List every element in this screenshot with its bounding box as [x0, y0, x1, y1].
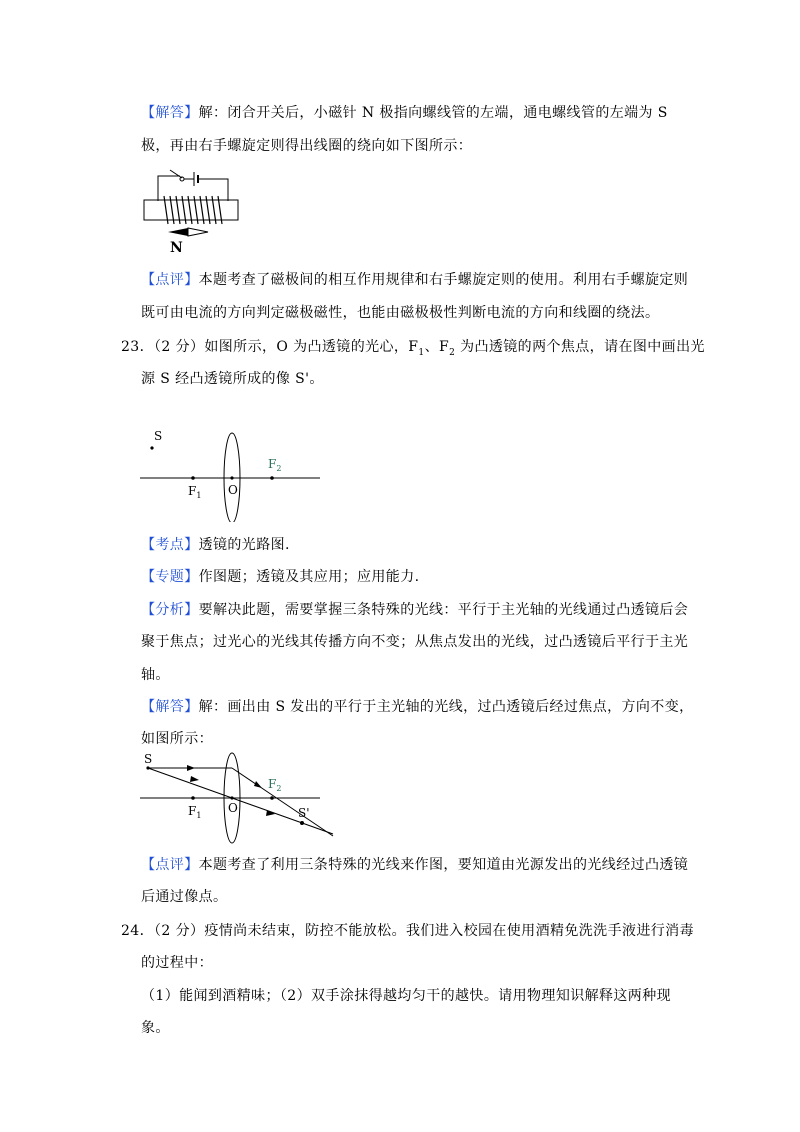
q23-answer-line1: 【解答】解：画出由 S 发出的平行于主光轴的光线，过凸透镜后经过焦点，方向不变，: [141, 699, 694, 715]
optical-center-label: O: [228, 801, 238, 815]
source-s-label: S: [144, 752, 153, 766]
q23-kaodian: 【考点】透镜的光路图.: [141, 537, 290, 553]
f2-label: $F_2$: [268, 457, 282, 473]
f1-label: $F_1$: [188, 484, 202, 500]
f2-label: $F_2$: [268, 777, 282, 793]
source-s-label: S: [154, 429, 163, 443]
q24-stem-line1: 24．（2 分）疫情尚未结束，防控不能放松。我们进入校园在使用酒精免洗洗手液进行消毒: [121, 923, 694, 939]
q23-answer-line2: 如图所示：: [141, 731, 213, 747]
q23-fenxi-line3: 轴。: [141, 667, 170, 683]
q24-stem-line4: 象。: [141, 1020, 170, 1036]
q22-review-line2: 既可由电流的方向判定磁极磁性，也能由磁极极性判断电流的方向和线圈的绕法。: [141, 305, 660, 321]
q24-stem-line3: （1）能闻到酒精味；（2）双手涂抹得越均匀干的越快。请用物理知识解释这两种现: [141, 988, 672, 1004]
q23-fenxi-line2: 聚于焦点；过光心的光线其传播方向不变；从焦点发出的光线，过凸透镜后平行于主光: [141, 634, 689, 650]
lens-figure-answer: [135, 750, 345, 854]
q23-review-line2: 后通过像点。: [141, 889, 228, 905]
q22-review-line1: 【点评】本题考查了磁极间的相互作用规律和右手螺旋定则的使用。利用右手螺旋定则: [141, 272, 689, 288]
solenoid-figure: [140, 166, 250, 260]
lens-figure-question: [135, 422, 335, 526]
q23-fenxi-line1: 【分析】要解决此题，需要掌握三条特殊的光线：平行于主光轴的光线通过凸透镜后会: [141, 602, 689, 618]
answer-tag: 【解答】: [141, 105, 199, 121]
image-s-prime-label: S': [298, 806, 310, 820]
q23-zhuanti: 【专题】作图题；透镜及其应用；应用能力.: [141, 569, 420, 585]
review-tag: 【点评】: [141, 272, 199, 288]
q23-review-line1: 【点评】本题考查了利用三条特殊的光线来作图，要知道由光源发出的光线经过凸透镜: [141, 857, 689, 873]
optical-center-label: O: [228, 483, 238, 497]
f1-label: $F_1$: [188, 804, 202, 820]
q23-stem-line1: 23．（2 分）如图所示，O 为凸透镜的光心，$F_1$、$F_2$ 为凸透镜的两个焦点，请在图中画出光: [121, 339, 705, 358]
q23-stem-line2: 源 S 经凸透镜所成的像 S'。: [141, 371, 324, 387]
q22-answer-line1: 【解答】解：闭合开关后，小磁针 N 极指向螺线管的左端，通电螺线管的左端为 S: [141, 105, 668, 121]
q22-answer-line2: 极，再由右手螺旋定则得出线圈的绕向如下图所示：: [141, 138, 473, 154]
needle-n-label: N: [170, 240, 183, 256]
q24-stem-line2: 的过程中：: [141, 955, 213, 971]
